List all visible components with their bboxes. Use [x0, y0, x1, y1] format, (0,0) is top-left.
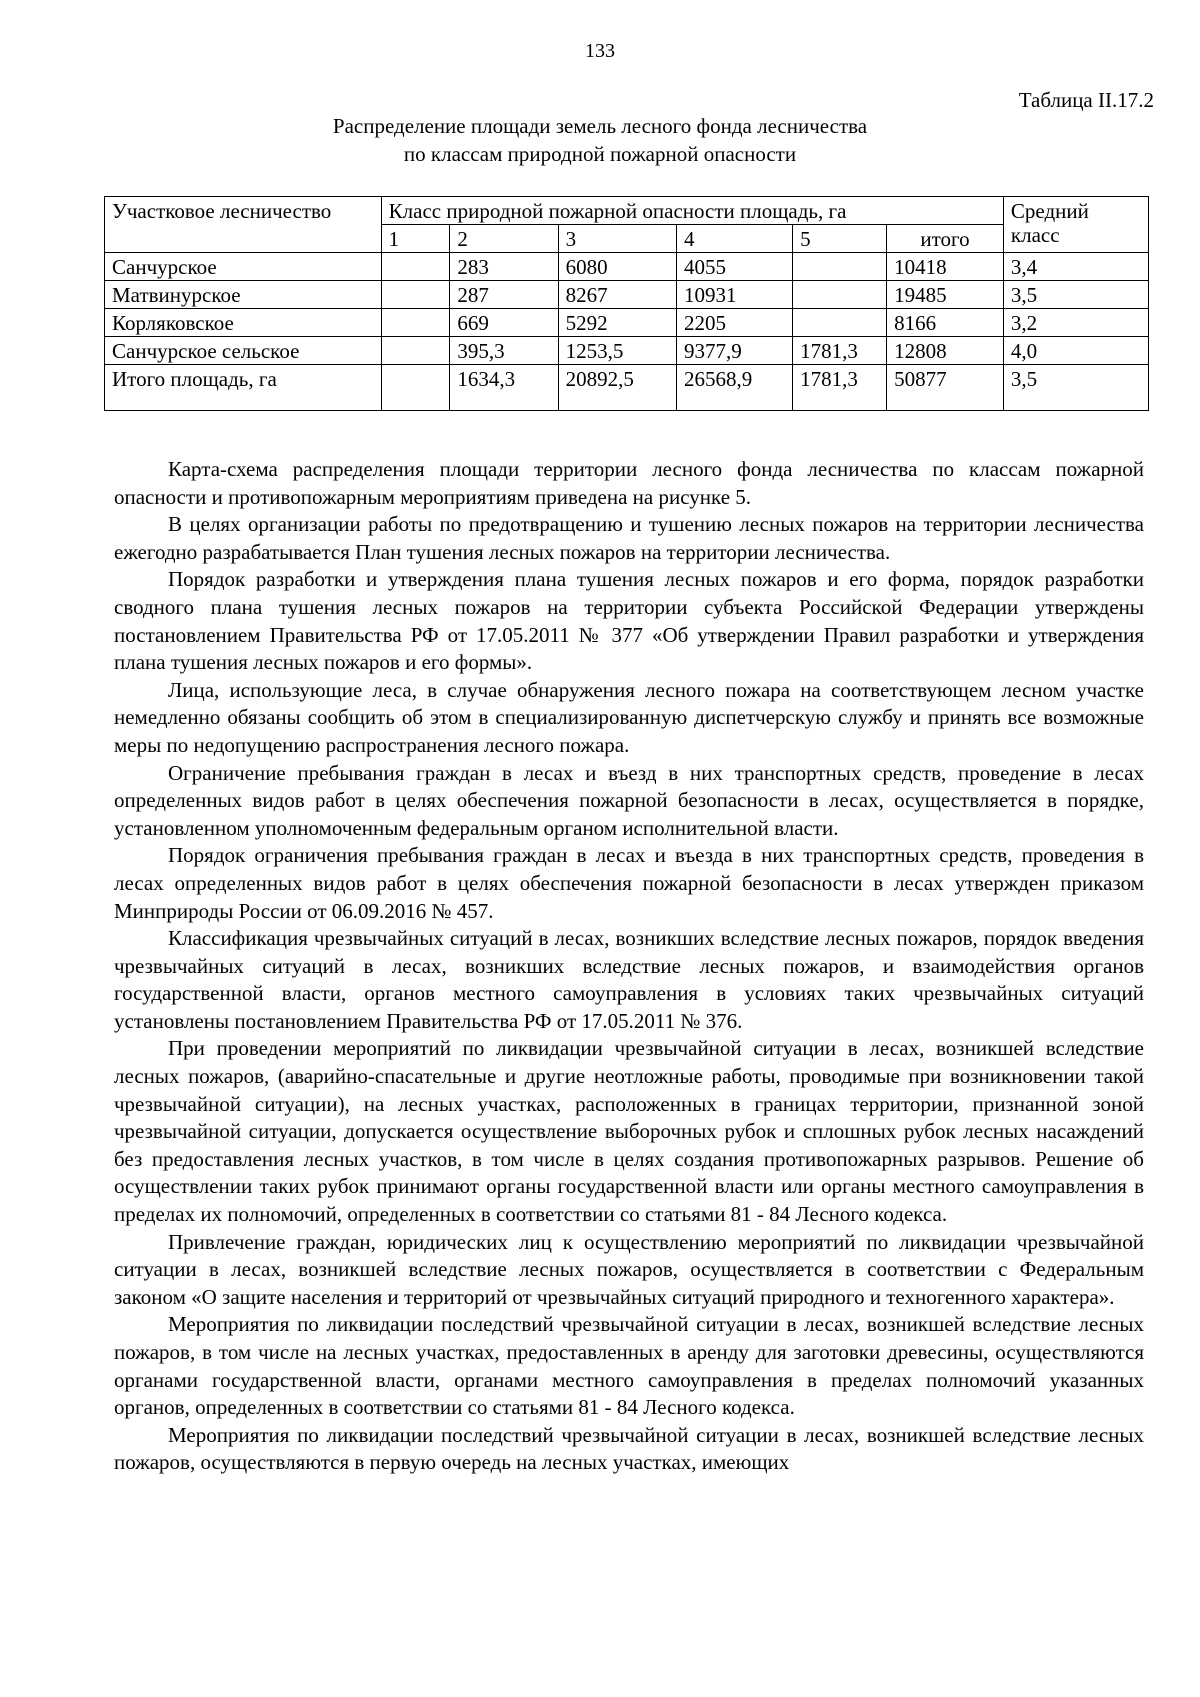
table-header-row — [105, 197, 1149, 225]
cell-class-4: 26568,9 — [677, 365, 793, 411]
cell-class-5: 1781,3 — [793, 365, 887, 411]
body-text — [114, 456, 1144, 1477]
header-average-line-1: Средний — [1010, 199, 1089, 223]
table-total-row — [105, 365, 1149, 411]
cell-class-3: 6080 — [558, 253, 676, 281]
cell-class-2: 283 — [450, 253, 558, 281]
cell-class-1 — [381, 281, 450, 309]
table-row — [105, 281, 1149, 309]
paragraph: Карта-схема распределения площади территории лесного фонда лесничества по классам пожарной опасности и противопожарным мероприятиям приведена на рисунке 5. — [114, 457, 1144, 509]
table-title — [0, 112, 1200, 168]
paragraph: Мероприятия по ликвидации последствий чрезвычайной ситуации в лесах, возникшей вследствие лесных пожаров, осуществляются в первую очередь на лесных участках, имеющих — [114, 1422, 1144, 1475]
table-row — [105, 253, 1149, 281]
header-class-5: 5 — [793, 225, 887, 253]
header-class-4: 4 — [677, 225, 793, 253]
cell-average: 4,0 — [1003, 337, 1148, 365]
cell-total: 8166 — [887, 309, 1004, 337]
paragraph: Мероприятия по ликвидации последствий чрезвычайной ситуации в лесах, возникшей вследствие лесных пожаров, в том числе на лесных участках, предоставленных в аренду для заготовки древесины, осуществляются органами государственной власти, органами местного самоуправления в пределах полномочий указанных органов, определенных в соответствии со статьями 81 - 84 Лесного кодекса. — [114, 1312, 1144, 1420]
cell-total: 12808 — [887, 337, 1004, 365]
paragraph: В целях организации работы по предотвращению и тушению лесных пожаров на территории лесничества ежегодно разрабатывается План тушения лесных пожаров на территории лесничества. — [114, 512, 1144, 564]
row-name: Корляковское — [105, 309, 382, 337]
paragraph: Лица, использующие леса, в случае обнаружения лесного пожара на соответствующем лесном участке немедленно обязаны сообщить об этом в специализированную диспетчерскую службу и принять все возможные меры по недопущению распространения лесного пожара. — [114, 677, 1144, 757]
paragraph: Ограничение пребывания граждан в лесах и въезд в них транспортных средств, проведение в лесах определенных видов работ в целях обеспечения пожарной безопасности в лесах, осуществляется в порядке, установленном уполномоченным федеральным органом исполнительной власти. — [114, 760, 1144, 840]
header-class-1: 1 — [381, 225, 450, 253]
cell-class-2: 669 — [450, 309, 558, 337]
cell-class-5 — [793, 281, 887, 309]
cell-total: 10418 — [887, 253, 1004, 281]
cell-class-1 — [381, 337, 450, 365]
header-class-2: 2 — [450, 225, 558, 253]
header-class-total: итого — [887, 225, 1004, 253]
header-district: Участковое лесничество — [105, 197, 382, 253]
cell-class-3: 5292 — [558, 309, 676, 337]
cell-class-5 — [793, 309, 887, 337]
header-average — [1003, 197, 1148, 253]
table-title-line-1: Распределение площади земель лесного фонда лесничества — [332, 114, 868, 138]
cell-class-2: 1634,3 — [450, 365, 558, 411]
table-title-line-2: по классам природной пожарной опасности — [403, 142, 797, 166]
row-name: Матвинурское — [105, 281, 382, 309]
cell-total: 50877 — [887, 365, 1004, 411]
cell-class-1 — [381, 253, 450, 281]
cell-average: 3,5 — [1003, 365, 1148, 411]
cell-class-5 — [793, 253, 887, 281]
cell-class-5: 1781,3 — [793, 337, 887, 365]
cell-class-2: 287 — [450, 281, 558, 309]
cell-average: 3,5 — [1003, 281, 1148, 309]
row-name: Санчурское сельское — [105, 337, 382, 365]
paragraph: Привлечение граждан, юридических лиц к осуществлению мероприятий по ликвидации чрезвычайной ситуации в лесах, возникшей вследствие лесных пожаров, осуществляется в соответствии с Федеральным законом «О защите населения и территорий от чрезвычайных ситуаций природного и техногенного характера». — [114, 1229, 1144, 1309]
header-class-3: 3 — [558, 225, 676, 253]
table-row — [105, 309, 1149, 337]
cell-class-4: 4055 — [677, 253, 793, 281]
cell-total: 19485 — [887, 281, 1004, 309]
header-average-line-2: класс — [1010, 223, 1060, 247]
fire-class-table — [104, 196, 1149, 411]
header-fire-class: Класс природной пожарной опасности площадь, га — [381, 197, 1003, 225]
cell-class-3: 20892,5 — [558, 365, 676, 411]
row-name: Санчурское — [105, 253, 382, 281]
paragraph: Классификация чрезвычайных ситуаций в лесах, возникших вследствие лесных пожаров, порядок введения чрезвычайных ситуаций в лесах, возникших вследствие лесных пожаров, и взаимодействия органов государственной власти, органов местного самоуправления в условиях таких чрезвычайных ситуаций установлены постановлением Правительства РФ от 17.05.2011 № 376. — [114, 926, 1144, 1033]
cell-class-4: 2205 — [677, 309, 793, 337]
table-row — [105, 337, 1149, 365]
paragraph: Порядок разработки и утверждения плана тушения лесных пожаров и его форма, порядок разработки сводного плана тушения лесных пожаров на территории субъекта Российской Федерации утверждены постановлением Правительства РФ от 17.05.2011 № 377 «Об утверждении Правил разработки и утверждения плана тушения лесных пожаров и его формы». — [114, 567, 1144, 675]
cell-average: 3,4 — [1003, 253, 1148, 281]
cell-class-2: 395,3 — [450, 337, 558, 365]
cell-class-1 — [381, 365, 450, 411]
page-number: 133 — [585, 40, 615, 62]
cell-class-4: 9377,9 — [677, 337, 793, 365]
paragraph: При проведении мероприятий по ликвидации чрезвычайной ситуации в лесах, возникшей вследствие лесных пожаров, (аварийно-спасательные и другие неотложные работы, проводимые при возникновении такой чрезвычайной ситуации), на лесных участках, расположенных в границах территории, признанной зоной чрезвычайной ситуации, допускается осуществление выборочных рубок и сплошных рубок лесных насаждений без предоставления лесных участков, в том числе в целях создания противопожарных разрывов. Решение об осуществлении таких рубок принимают органы государственной власти или органы местного самоуправления в пределах их полномочий, определенных в соответствии со статьями 81 - 84 Лесного кодекса. — [114, 1036, 1144, 1227]
cell-class-3: 8267 — [558, 281, 676, 309]
cell-class-3: 1253,5 — [558, 337, 676, 365]
cell-class-4: 10931 — [677, 281, 793, 309]
row-name: Итого площадь, га — [105, 365, 382, 411]
paragraph: Порядок ограничения пребывания граждан в лесах и въезда в них транспортных средств, проведения в лесах определенных видов работ в целях обеспечения пожарной безопасности в лесах утвержден приказом Минприроды России от 06.09.2016 № 457. — [114, 843, 1144, 923]
table-label: Таблица II.17.2 — [1018, 88, 1154, 112]
cell-class-1 — [381, 309, 450, 337]
cell-average: 3,2 — [1003, 309, 1148, 337]
